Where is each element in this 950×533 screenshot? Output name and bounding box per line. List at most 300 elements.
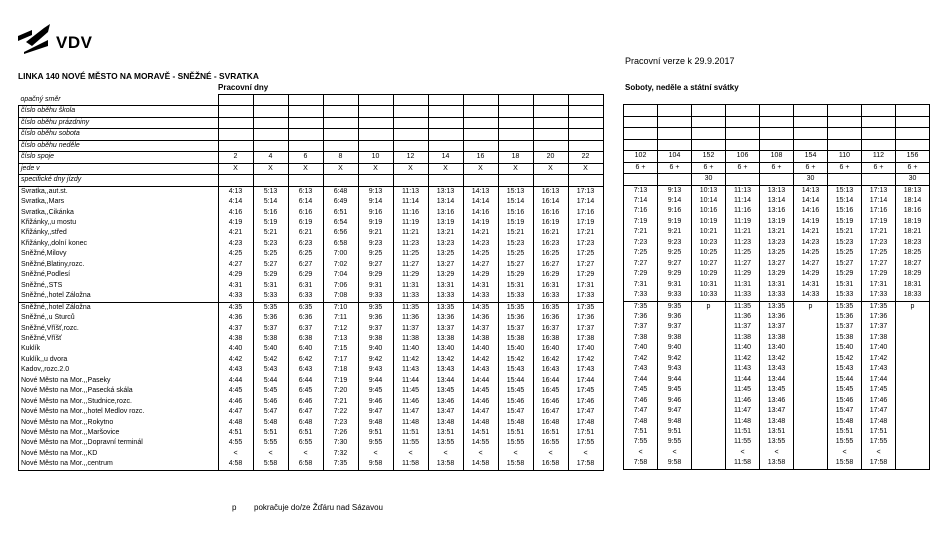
stop-row (624, 269, 930, 279)
time-cell: 16:45 (533, 386, 568, 396)
time-cell: 11:36 (726, 312, 760, 322)
header-cell (358, 140, 393, 151)
stop-name: Sněžné,Vříšť,rozc. (19, 324, 219, 334)
header-cell (794, 105, 828, 116)
time-cell: 16:42 (533, 355, 568, 365)
stop-row (624, 333, 930, 343)
time-cell: 9:38 (358, 334, 393, 344)
stop-name: Svratka,,Mars (19, 197, 219, 207)
time-cell: 7:18 (323, 365, 358, 375)
stop-name: Nové Město na Mor.,,Paseky (19, 376, 219, 386)
header-cell (533, 95, 568, 106)
time-cell: 15:13 (498, 186, 533, 197)
time-cell: 7:27 (624, 259, 658, 269)
time-cell: 4:44 (218, 376, 253, 386)
time-cell: 9:58 (358, 459, 393, 470)
time-cell: 13:55 (428, 438, 463, 448)
header-cell (658, 94, 692, 105)
time-cell (794, 427, 828, 437)
time-cell: 7:46 (624, 396, 658, 406)
header-cell: 112 (862, 151, 896, 162)
time-cell: 17:37 (862, 322, 896, 332)
header-cell (794, 116, 828, 127)
time-cell: 4:19 (218, 218, 253, 228)
time-cell: 14:51 (463, 428, 498, 438)
time-cell: 17:40 (862, 343, 896, 353)
time-cell: 11:55 (726, 437, 760, 447)
time-cell: 7:51 (624, 427, 658, 437)
stop-row (624, 458, 930, 469)
time-cell: 14:42 (463, 355, 498, 365)
time-cell: 9:37 (358, 324, 393, 334)
time-cell: 10:31 (692, 280, 726, 290)
time-cell: 14:48 (463, 418, 498, 428)
time-cell: 4:43 (218, 365, 253, 375)
time-cell (692, 427, 726, 437)
time-cell: 15:25 (498, 249, 533, 259)
time-cell: 15:51 (498, 428, 533, 438)
time-cell: < (498, 449, 533, 459)
time-cell: 15:40 (498, 344, 533, 354)
time-cell: 11:58 (393, 459, 428, 470)
header-cell: X (428, 163, 463, 174)
time-cell: 14:45 (463, 386, 498, 396)
time-cell: 13:27 (428, 260, 463, 270)
header-cell (726, 174, 760, 185)
time-cell: 7:14 (624, 196, 658, 206)
header-cell (463, 106, 498, 117)
time-cell: 5:42 (253, 355, 288, 365)
stop-row (624, 417, 930, 427)
stop-row (624, 364, 930, 374)
time-cell: 13:13 (428, 186, 463, 197)
time-cell: 11:25 (393, 249, 428, 259)
time-cell: 7:02 (323, 260, 358, 270)
time-cell: 6:49 (323, 197, 358, 207)
time-cell: 13:38 (428, 334, 463, 344)
header-label: opačný směr (20, 95, 61, 103)
time-cell: 5:14 (253, 197, 288, 207)
time-cell: < (568, 449, 603, 459)
time-cell: 14:43 (463, 365, 498, 375)
stop-row (624, 301, 930, 312)
header-cell (288, 117, 323, 128)
time-cell: 17:16 (568, 208, 603, 218)
time-cell: 5:21 (253, 228, 288, 238)
time-cell: 17:33 (862, 290, 896, 301)
time-cell: 4:46 (218, 397, 253, 407)
header-cell: 6 + (828, 162, 862, 173)
time-cell: 13:25 (428, 249, 463, 259)
time-cell: 15:38 (828, 333, 862, 343)
time-cell: 5:23 (253, 239, 288, 249)
time-cell: 14:13 (463, 186, 498, 197)
stop-row (624, 217, 930, 227)
header-cell: 30 (896, 174, 930, 185)
time-cell: 14:38 (463, 334, 498, 344)
time-cell: 6:43 (288, 365, 323, 375)
time-cell: 11:35 (393, 302, 428, 313)
time-cell: 16:48 (533, 418, 568, 428)
time-cell: 17:47 (862, 406, 896, 416)
time-cell: 7:37 (624, 322, 658, 332)
header-cell (253, 175, 288, 186)
header-cell (692, 105, 726, 116)
time-cell: 5:25 (253, 249, 288, 259)
time-cell: 7:16 (624, 206, 658, 216)
time-cell: 5:35 (253, 302, 288, 313)
stop-name: Nové Město na Mor.,,Dopravní terminál (19, 438, 219, 448)
time-cell: 9:42 (358, 355, 393, 365)
stop-row (19, 386, 604, 396)
time-cell: 15:16 (828, 206, 862, 216)
time-cell: 7:13 (624, 185, 658, 196)
time-cell: 15:48 (828, 417, 862, 427)
time-cell: 11:23 (726, 238, 760, 248)
stop-row (19, 228, 604, 238)
time-cell: 9:33 (358, 291, 393, 302)
header-cell (760, 174, 794, 185)
stop-row (19, 418, 604, 428)
time-cell: 15:36 (498, 313, 533, 323)
stop-name: Nové Město na Mor.,,Rokytno (19, 418, 219, 428)
time-cell: 13:47 (760, 406, 794, 416)
stop-row (19, 459, 604, 470)
time-cell (794, 375, 828, 385)
time-cell (896, 427, 930, 437)
time-cell (692, 396, 726, 406)
header-cell (760, 94, 794, 105)
time-cell: 10:29 (692, 269, 726, 279)
time-cell: 13:46 (428, 397, 463, 407)
time-cell: 15:21 (498, 228, 533, 238)
time-cell: 13:23 (760, 238, 794, 248)
time-cell: 9:48 (658, 417, 692, 427)
header-cell (794, 128, 828, 139)
time-cell: < (862, 448, 896, 458)
header-row (19, 106, 604, 117)
header-cell (323, 117, 358, 128)
time-cell: 16:19 (533, 218, 568, 228)
header-cell: 16 (463, 152, 498, 163)
time-cell: 11:21 (726, 227, 760, 237)
time-cell: 13:13 (760, 185, 794, 196)
header-cell (218, 117, 253, 128)
time-cell: 14:19 (794, 217, 828, 227)
time-cell: 9:46 (658, 396, 692, 406)
stop-row (624, 406, 930, 416)
header-cell (760, 105, 794, 116)
header-cell (726, 94, 760, 105)
time-cell: 5:58 (253, 459, 288, 470)
time-cell: 7:23 (624, 238, 658, 248)
header-label: specifické dny jízdy (19, 175, 219, 186)
time-cell: 6:45 (288, 386, 323, 396)
time-cell: 11:29 (393, 270, 428, 280)
time-cell: 17:35 (568, 302, 603, 313)
time-cell: 7:21 (323, 397, 358, 407)
time-cell: 17:58 (862, 458, 896, 469)
header-cell (568, 140, 603, 151)
time-cell: < (428, 449, 463, 459)
stop-row (624, 427, 930, 437)
time-cell: 9:44 (358, 376, 393, 386)
time-cell: 14:14 (794, 196, 828, 206)
header-cell: X (533, 163, 568, 174)
time-cell: 13:43 (428, 365, 463, 375)
header-cell: X (393, 163, 428, 174)
time-cell: 4:25 (218, 249, 253, 259)
time-cell: 13:19 (428, 218, 463, 228)
header-cell: 6 + (862, 162, 896, 173)
time-cell (896, 343, 930, 353)
time-cell: < (658, 448, 692, 458)
time-cell: 17:55 (568, 438, 603, 448)
stop-row (19, 449, 604, 459)
time-cell: 10:25 (692, 248, 726, 258)
time-cell: 15:27 (498, 260, 533, 270)
time-cell: 14:37 (463, 324, 498, 334)
time-cell: 15:33 (828, 290, 862, 301)
time-cell: 6:14 (288, 197, 323, 207)
time-cell: 11:19 (393, 218, 428, 228)
time-cell: 4:55 (218, 438, 253, 448)
stop-row (624, 396, 930, 406)
time-cell: 10:13 (692, 185, 726, 196)
time-cell: 4:37 (218, 324, 253, 334)
time-cell: 9:55 (358, 438, 393, 448)
time-cell: 15:19 (498, 218, 533, 228)
time-cell: 5:31 (253, 281, 288, 291)
time-cell: 17:36 (568, 313, 603, 323)
header-cell (896, 94, 930, 105)
time-cell: 16:47 (533, 407, 568, 417)
header-row (624, 128, 930, 139)
time-cell: 16:13 (533, 186, 568, 197)
time-cell (692, 354, 726, 364)
time-cell: 14:21 (463, 228, 498, 238)
header-cell (393, 175, 428, 186)
stop-row (624, 437, 930, 447)
time-cell: 18:27 (896, 259, 930, 269)
stop-row (19, 355, 604, 365)
time-cell: 11:19 (726, 217, 760, 227)
time-cell: 11:31 (726, 280, 760, 290)
stop-row (19, 249, 604, 259)
time-cell: 9:36 (658, 312, 692, 322)
header-cell (358, 129, 393, 140)
header-cell (463, 117, 498, 128)
time-cell: 13:31 (428, 281, 463, 291)
time-cell: 10:27 (692, 259, 726, 269)
header-cell (358, 175, 393, 186)
stop-name: Kadov,,rozc.2.0 (19, 365, 219, 375)
header-cell (498, 140, 533, 151)
stop-row (19, 428, 604, 438)
time-cell: 11:46 (726, 396, 760, 406)
time-cell: < (218, 449, 253, 459)
header-cell (828, 139, 862, 150)
time-cell: 17:27 (862, 259, 896, 269)
time-cell: 11:29 (726, 269, 760, 279)
time-cell: 17:23 (862, 238, 896, 248)
header-cell (428, 106, 463, 117)
time-cell: 13:16 (760, 206, 794, 216)
header-cell (658, 116, 692, 127)
time-cell: 14:40 (463, 344, 498, 354)
time-cell: 10:14 (692, 196, 726, 206)
stop-row (624, 375, 930, 385)
header-cell (253, 129, 288, 140)
stop-name: Křižánky,,dolní konec (19, 239, 219, 249)
header-cell (862, 116, 896, 127)
weekday-timetable (18, 94, 604, 471)
time-cell: 11:16 (393, 208, 428, 218)
time-cell: 17:35 (862, 301, 896, 312)
time-cell (692, 322, 726, 332)
time-cell: 9:35 (358, 302, 393, 313)
stop-row (624, 322, 930, 332)
stop-row (19, 334, 604, 344)
header-cell (726, 116, 760, 127)
header-cell: 8 (323, 152, 358, 163)
time-cell: 17:47 (568, 407, 603, 417)
stop-row (19, 208, 604, 218)
header-cell (288, 106, 323, 117)
time-cell: 7:17 (323, 355, 358, 365)
time-cell: 7:45 (624, 385, 658, 395)
time-cell: 17:46 (862, 396, 896, 406)
header-cell: X (358, 163, 393, 174)
time-cell: 11:37 (726, 322, 760, 332)
time-cell: 17:14 (862, 196, 896, 206)
time-cell: 7:44 (624, 375, 658, 385)
time-cell (896, 375, 930, 385)
stop-row (624, 343, 930, 353)
time-cell: 4:16 (218, 208, 253, 218)
time-cell: 9:45 (358, 386, 393, 396)
time-cell: 15:46 (498, 397, 533, 407)
stop-row (19, 302, 604, 313)
stop-row (19, 186, 604, 197)
time-cell: 11:14 (726, 196, 760, 206)
stop-name: Sněžné,,STS (19, 281, 219, 291)
time-cell: 5:27 (253, 260, 288, 270)
time-cell: 17:55 (862, 437, 896, 447)
time-cell: 11:33 (726, 290, 760, 301)
header-cell: 6 + (624, 162, 658, 173)
header-cell (862, 174, 896, 185)
time-cell: 6:44 (288, 376, 323, 386)
version-label: Pracovní verze k 29.9.2017 (625, 56, 735, 66)
header-cell: X (253, 163, 288, 174)
time-cell: 13:58 (428, 459, 463, 470)
time-cell: 13:37 (428, 324, 463, 334)
header-cell (828, 128, 862, 139)
stop-row (624, 196, 930, 206)
time-cell: 4:38 (218, 334, 253, 344)
time-cell: 11:38 (726, 333, 760, 343)
stop-row (624, 312, 930, 322)
time-cell: 15:16 (498, 208, 533, 218)
time-cell: 16:35 (533, 302, 568, 313)
time-cell: 13:44 (760, 375, 794, 385)
header-cell (692, 94, 726, 105)
time-cell: 15:46 (828, 396, 862, 406)
time-cell: 17:13 (568, 186, 603, 197)
time-cell (794, 396, 828, 406)
time-cell: 6:55 (288, 438, 323, 448)
time-cell: 5:33 (253, 291, 288, 302)
time-cell: 14:35 (463, 302, 498, 313)
time-cell: 14:21 (794, 227, 828, 237)
time-cell: 18:14 (896, 196, 930, 206)
footnote (232, 503, 383, 512)
time-cell: 7:48 (624, 417, 658, 427)
time-cell: 7:19 (323, 376, 358, 386)
stop-row (19, 397, 604, 407)
header-row (19, 175, 604, 186)
time-cell: 11:48 (393, 418, 428, 428)
stop-name: Nové Město na Mor.,,Pasecká skála (19, 386, 219, 396)
header-cell (862, 105, 896, 116)
time-cell: 7:25 (624, 248, 658, 258)
header-cell (428, 117, 463, 128)
time-cell: 9:16 (358, 208, 393, 218)
time-cell: 4:31 (218, 281, 253, 291)
time-cell: 13:35 (760, 301, 794, 312)
time-cell: 9:31 (658, 280, 692, 290)
time-cell: 15:44 (498, 376, 533, 386)
header-cell (568, 129, 603, 140)
header-label: číslo oběhu neděle (19, 140, 219, 151)
time-cell (794, 343, 828, 353)
time-cell: 18:31 (896, 280, 930, 290)
stop-name: Svratka,,Cikánka (19, 208, 219, 218)
time-cell: 9:29 (358, 270, 393, 280)
header-cell: X (323, 163, 358, 174)
time-cell: 5:13 (253, 186, 288, 197)
header-cell (393, 140, 428, 151)
time-cell (692, 448, 726, 458)
time-cell (692, 333, 726, 343)
time-cell: 11:33 (393, 291, 428, 302)
time-cell: 7:29 (624, 269, 658, 279)
time-cell: 7:58 (624, 458, 658, 469)
time-cell: 11:55 (393, 438, 428, 448)
header-cell (533, 106, 568, 117)
stop-name: Nové Město na Mor.,,centrum (19, 459, 219, 470)
stop-name: Svratka,,aut.st. (19, 186, 219, 197)
header-cell (624, 116, 658, 127)
time-cell: 9:13 (658, 185, 692, 196)
stop-row (624, 206, 930, 216)
time-cell (794, 406, 828, 416)
time-cell (896, 396, 930, 406)
stop-name: Sněžné,Blatiny,rozc. (19, 260, 219, 270)
header-cell (323, 106, 358, 117)
time-cell: 13:37 (760, 322, 794, 332)
time-cell: 9:58 (658, 458, 692, 469)
time-cell: 5:46 (253, 397, 288, 407)
time-cell: 13:16 (428, 208, 463, 218)
time-cell: 4:14 (218, 197, 253, 207)
time-cell: 7:30 (323, 438, 358, 448)
time-cell: 14:16 (463, 208, 498, 218)
time-cell: 16:51 (533, 428, 568, 438)
stop-row (19, 324, 604, 334)
header-cell (218, 95, 253, 106)
